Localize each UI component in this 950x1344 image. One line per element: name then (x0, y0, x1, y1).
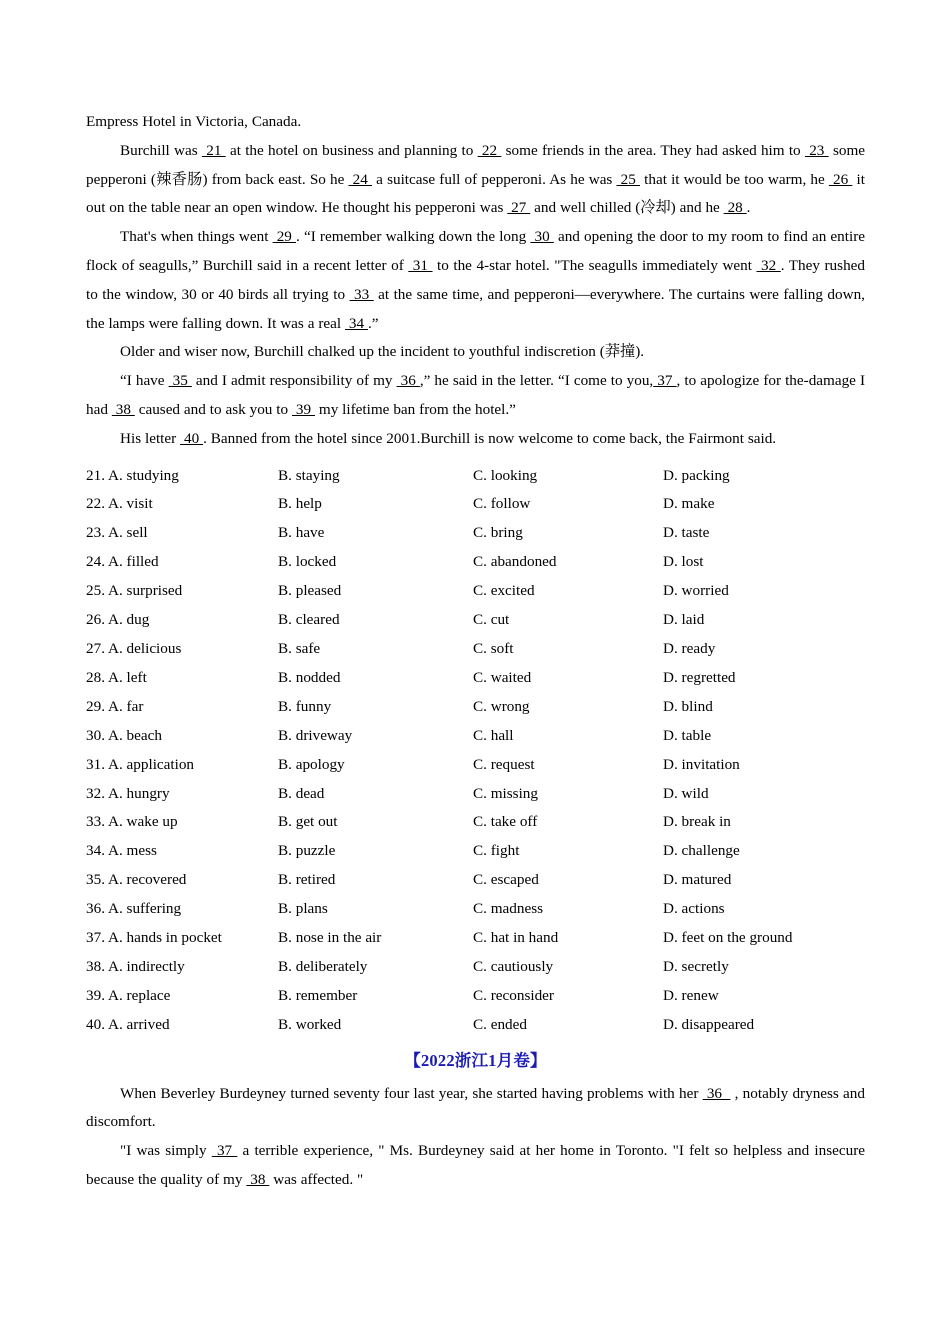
option-b-cell[interactable]: B. driveway (278, 726, 353, 744)
question-number: 23. (86, 524, 105, 542)
option-c-cell[interactable]: C. reconsider (473, 986, 554, 1004)
passage-1-paragraph (86, 223, 865, 338)
option-a-label: A. surprised (107, 582, 183, 600)
option-a-label: A. indirectly (107, 957, 185, 975)
option-c-cell[interactable]: C. wrong (473, 697, 530, 715)
question-number: 29. (86, 697, 105, 715)
option-a-label: A. beach (107, 726, 162, 744)
answer-blank[interactable]: 26 (828, 170, 853, 188)
answer-blank[interactable]: 36 (396, 372, 420, 390)
option-b-cell[interactable]: B. nose in the air (278, 929, 382, 947)
option-a-cell[interactable] (86, 548, 278, 577)
passage-2-body (86, 1080, 865, 1195)
question-number: 33. (86, 813, 105, 831)
answer-blank[interactable]: 35 (168, 372, 192, 390)
question-number: 38. (86, 957, 105, 975)
text-run: . They rushed to the window, 30 or 40 birds all trying to (86, 256, 865, 303)
question-row (86, 1011, 865, 1040)
answer-blank[interactable]: 33 (349, 285, 374, 303)
text-run: Empress Hotel in Victoria, Canada. (86, 113, 302, 130)
answer-blank[interactable]: 24 (348, 170, 373, 188)
question-row (86, 519, 865, 548)
passage-2-paragraph (86, 1080, 865, 1138)
option-c-cell[interactable]: C. take off (473, 813, 538, 831)
passage-1-options-table (86, 462, 865, 1040)
text-run: some friends in the area. They had asked him to (501, 141, 805, 159)
question-row (86, 837, 865, 866)
question-row (86, 664, 865, 693)
option-d-cell[interactable]: D. blind (663, 697, 713, 715)
option-a-label: A. replace (107, 986, 171, 1004)
option-a-cell[interactable] (86, 895, 278, 924)
text-run: caused and to ask you to (134, 400, 292, 418)
question-row (86, 808, 865, 837)
question-row (86, 577, 865, 606)
answer-blank[interactable]: 37 (211, 1142, 238, 1160)
question-number: 25. (86, 582, 105, 600)
text-run: ,” he said in the letter. “I come to you, (419, 372, 654, 390)
question-row (86, 982, 865, 1011)
text-run: it out on the table near an open window. He thought his pepperoni was (86, 170, 865, 217)
option-d-cell[interactable]: D. feet on the ground (663, 929, 793, 947)
option-c-cell[interactable]: C. abandoned (473, 553, 557, 571)
option-c-cell[interactable]: C. cut (473, 611, 510, 629)
answer-blank[interactable]: 28 (723, 199, 747, 217)
option-a-label: A. wake up (107, 813, 178, 831)
answer-blank[interactable]: 36 (702, 1084, 731, 1102)
option-c-cell[interactable]: C. hall (473, 726, 514, 744)
answer-blank[interactable]: 40 (180, 429, 204, 447)
option-a-cell[interactable] (86, 490, 278, 519)
option-d-cell[interactable]: D. taste (663, 524, 710, 542)
option-c-cell[interactable]: C. looking (473, 466, 538, 484)
option-a-label: A. delicious (107, 640, 182, 657)
passage-1-body (86, 108, 865, 454)
option-b-cell[interactable]: B. nodded (278, 668, 341, 686)
question-number: 37. (86, 929, 105, 947)
question-number: 24. (86, 553, 105, 571)
option-a-label: A. sell (107, 524, 148, 542)
option-c-cell[interactable]: C. request (473, 755, 535, 773)
option-c-cell[interactable]: C. cautiously (473, 957, 554, 975)
answer-blank[interactable]: 31 (408, 256, 433, 274)
text-run: . Banned from the hotel since 2001.Burchill is now welcome to come back, the Fairmont said. (203, 429, 777, 447)
option-a-label: A. visit (107, 495, 153, 513)
answer-blank[interactable]: 34 (345, 314, 368, 332)
option-a-cell[interactable] (86, 635, 278, 664)
passage-2-paragraph (86, 1137, 865, 1195)
option-a-cell[interactable] (86, 577, 278, 606)
option-c-cell[interactable]: C. waited (473, 668, 532, 686)
option-d-cell[interactable]: D. wild (663, 784, 709, 802)
option-c-cell[interactable]: C. missing (473, 784, 538, 802)
option-a-label: A. application (107, 755, 195, 773)
text-run: , notably dryness and discomfort. (86, 1084, 865, 1131)
answer-blank[interactable]: 30 (530, 228, 554, 246)
option-d-cell[interactable]: D. break in (663, 813, 731, 831)
text-run: That's when things went (120, 228, 273, 246)
option-c-cell[interactable]: C. ended (473, 1015, 527, 1033)
passage-1-paragraph (86, 108, 865, 137)
option-a-label: A. studying (107, 466, 179, 484)
option-a-label: A. recovered (107, 871, 187, 889)
option-d-cell[interactable]: D. laid (663, 611, 705, 629)
text-run: . (746, 199, 751, 217)
option-b-cell[interactable]: B. funny (278, 697, 332, 715)
option-b-cell[interactable]: B. apology (278, 755, 345, 773)
question-row (86, 722, 865, 751)
option-b-cell[interactable]: B. deliberately (278, 957, 368, 975)
text-run: some pepperoni (辣香肠) from back east. So he (86, 141, 866, 188)
option-d-cell[interactable]: D. actions (663, 900, 725, 918)
question-number: 34. (86, 842, 105, 860)
text-run: a terrible experience, " Ms. Burdeyney said at her home in Toronto. "I felt so helpless and insecure because the quality of my (86, 1142, 866, 1189)
question-number: 21. (86, 466, 105, 484)
answer-blank[interactable]: 23 (804, 141, 829, 159)
option-b-cell[interactable]: B. safe (278, 640, 321, 657)
question-number: 26. (86, 611, 105, 629)
text-run: . “I remember walking down the long (296, 228, 531, 246)
option-b-cell[interactable]: B. help (278, 495, 322, 513)
option-b-cell[interactable]: B. locked (278, 553, 337, 571)
option-a-label: A. far (107, 697, 144, 715)
question-row (86, 693, 865, 722)
option-d-cell[interactable]: D. regretted (663, 668, 736, 686)
question-row (86, 548, 865, 577)
option-d-cell[interactable]: D. worried (663, 582, 729, 600)
option-a-cell[interactable] (86, 780, 278, 809)
text-run: and well chilled (冷却) and he (530, 199, 724, 217)
text-run: was affected. " (269, 1171, 364, 1189)
text-run: my lifetime ban from the hotel.” (314, 400, 516, 418)
option-a-label: A. hungry (107, 784, 170, 802)
option-a-label: A. left (107, 668, 147, 686)
option-c-cell[interactable]: C. follow (473, 495, 531, 513)
text-run: .” (367, 314, 379, 332)
answer-blank[interactable]: 22 (477, 141, 502, 159)
option-d-cell[interactable]: D. make (663, 495, 715, 513)
option-c-cell[interactable]: C. bring (473, 524, 523, 542)
text-run: that it would be too warm, he (640, 170, 829, 188)
text-run: When Beverley Burdeyney turned seventy four last year, she started having problems with her (120, 1084, 703, 1102)
question-number: 28. (86, 668, 105, 686)
question-row (86, 895, 865, 924)
text-run: at the hotel on business and planning to (225, 141, 478, 159)
option-b-cell[interactable]: B. retired (278, 871, 336, 889)
option-a-label: A. suffering (107, 900, 182, 918)
text-run: Burchill was (120, 141, 202, 159)
text-run: and opening the door to my room to find an entire flock of seagulls,” Burchill said in a recent letter of (86, 228, 866, 274)
option-a-label: A. mess (107, 842, 157, 860)
text-run: Older and wiser now, Burchill chalked up the incident to youthful indiscretion (莽撞). (120, 343, 645, 361)
option-a-cell[interactable] (86, 866, 278, 895)
answer-blank[interactable]: 25 (616, 170, 640, 188)
option-a-cell[interactable] (86, 606, 278, 635)
answer-blank[interactable]: 38 (246, 1171, 270, 1189)
option-b-cell[interactable]: B. pleased (278, 582, 342, 600)
option-b-cell[interactable]: B. remember (278, 986, 358, 1004)
option-a-cell[interactable] (86, 924, 278, 953)
option-b-cell[interactable]: B. worked (278, 1015, 342, 1033)
text-run: His letter (120, 429, 181, 447)
question-row (86, 462, 865, 491)
option-b-cell[interactable]: B. cleared (278, 611, 340, 629)
option-a-label: A. hands in pocket (107, 929, 222, 947)
option-c-cell[interactable]: C. excited (473, 582, 535, 600)
option-a-cell[interactable] (86, 519, 278, 548)
passage-1-paragraph (86, 137, 865, 223)
option-a-cell[interactable] (86, 953, 278, 982)
option-d-cell[interactable]: D. matured (663, 871, 732, 889)
option-a-cell[interactable] (86, 808, 278, 837)
question-number: 39. (86, 986, 105, 1004)
question-number: 32. (86, 784, 105, 802)
text-run: and I admit responsibility of my (191, 372, 397, 390)
option-c-cell[interactable]: C. soft (473, 640, 514, 657)
option-c-cell[interactable]: C. hat in hand (473, 929, 559, 947)
option-a-cell[interactable] (86, 722, 278, 751)
option-a-cell[interactable] (86, 751, 278, 780)
answer-blank[interactable]: 32 (756, 256, 781, 274)
option-d-cell[interactable]: D. secretly (663, 957, 729, 975)
option-a-cell[interactable] (86, 462, 278, 491)
option-b-cell[interactable]: B. get out (278, 813, 338, 831)
question-row (86, 751, 865, 780)
option-c-cell[interactable]: C. escaped (473, 871, 539, 889)
question-row (86, 953, 865, 982)
option-a-cell[interactable] (86, 837, 278, 866)
answer-blank[interactable]: 21 (201, 141, 226, 159)
passage-1-paragraph (86, 425, 865, 454)
answer-blank[interactable]: 37 (653, 372, 677, 390)
option-b-cell[interactable]: B. puzzle (278, 842, 336, 860)
question-number: 27. (86, 640, 105, 657)
option-a-label: A. arrived (107, 1015, 170, 1033)
question-number: 31. (86, 755, 105, 773)
option-c-cell[interactable]: C. madness (473, 900, 544, 918)
question-number: 35. (86, 871, 105, 889)
passage-1-paragraph (86, 338, 865, 367)
option-a-label: A. filled (107, 553, 159, 571)
text-run: at the same time, and pepperoni—everywhere. The curtains were falling down, the lamps were falling down. It was a real (86, 285, 865, 332)
text-run: , to apologize for the-damage I had (86, 372, 866, 418)
option-b-cell[interactable]: B. plans (278, 900, 328, 918)
option-c-cell[interactable]: C. fight (473, 842, 520, 860)
option-d-cell[interactable]: D. challenge (663, 842, 740, 860)
question-row (86, 490, 865, 519)
text-run: a suitcase full of pepperoni. As he was (372, 170, 617, 188)
option-d-cell[interactable]: D. lost (663, 553, 704, 571)
section-heading: 【2022浙江1月卷】 (404, 1050, 547, 1070)
option-b-cell[interactable]: B. dead (278, 784, 325, 802)
option-d-cell[interactable]: D. invitation (663, 755, 740, 773)
question-number: 40. (86, 1015, 105, 1033)
question-row (86, 780, 865, 809)
question-row (86, 924, 865, 953)
question-row (86, 866, 865, 895)
option-d-cell[interactable]: D. renew (663, 986, 719, 1004)
option-a-cell[interactable] (86, 982, 278, 1011)
option-a-cell[interactable] (86, 693, 278, 722)
question-row (86, 606, 865, 635)
answer-blank[interactable]: 29 (272, 228, 297, 246)
answer-blank[interactable]: 39 (292, 400, 315, 418)
answer-blank[interactable]: 38 (111, 400, 135, 418)
passage-1-paragraph (86, 367, 865, 425)
option-d-cell[interactable]: D. ready (663, 640, 716, 657)
question-number: 22. (86, 495, 105, 513)
option-d-cell[interactable]: D. table (663, 726, 712, 744)
question-row (86, 635, 865, 664)
option-a-cell[interactable] (86, 664, 278, 693)
text-run: “I have (120, 372, 169, 390)
option-b-cell[interactable]: B. have (278, 524, 325, 542)
option-a-cell[interactable] (86, 1011, 278, 1040)
option-a-label: A. dug (107, 611, 150, 629)
option-d-cell[interactable]: D. disappeared (663, 1015, 755, 1033)
answer-blank[interactable]: 27 (507, 199, 531, 217)
option-b-cell[interactable]: B. staying (278, 466, 340, 484)
question-number: 30. (86, 726, 105, 744)
option-d-cell[interactable]: D. packing (663, 466, 730, 484)
question-number: 36. (86, 900, 105, 918)
text-run: to the 4-star hotel. "The seagulls immediately went (432, 256, 757, 274)
text-run: "I was simply (120, 1142, 212, 1160)
